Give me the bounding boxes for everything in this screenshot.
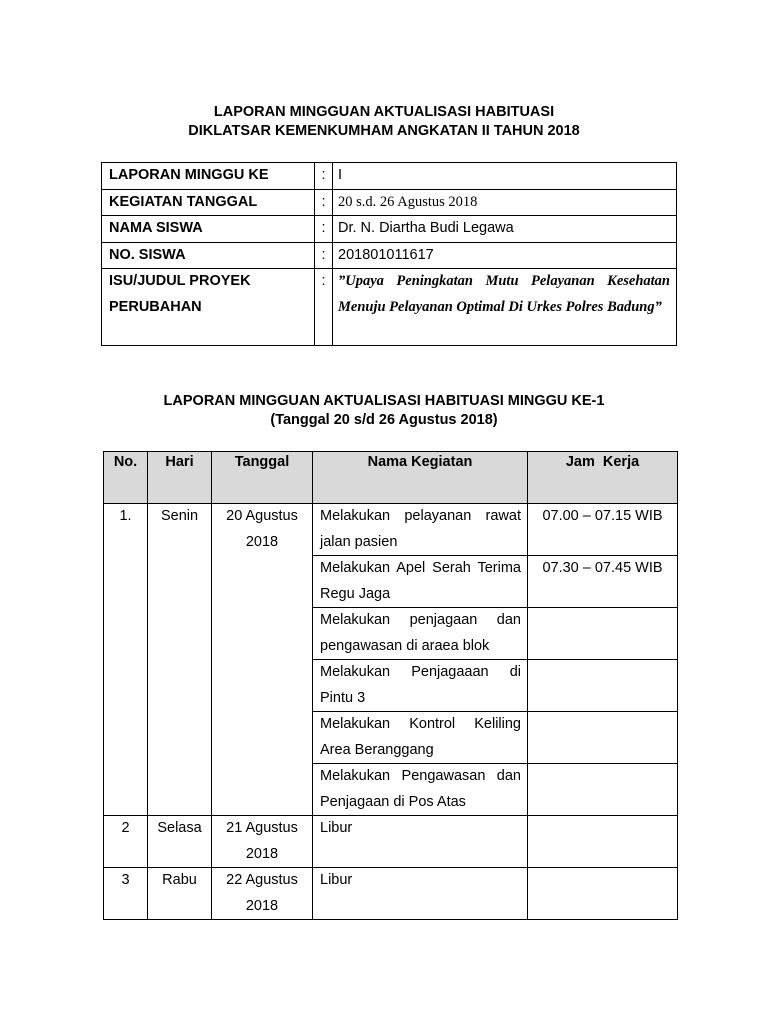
colon: : [315, 216, 333, 243]
header-no: No. [104, 452, 148, 504]
row-kegiatan: Melakukan pelayanan rawat jalan pasien [313, 504, 528, 556]
row-hari: Rabu [148, 868, 212, 920]
row-kegiatan: Melakukan penjagaan dan pengawasan di araea blok [313, 608, 528, 660]
colon: : [315, 242, 333, 269]
project-label-line1: ISU/JUDUL PROYEK [109, 273, 251, 289]
table-row [104, 868, 678, 920]
report-title-line2: DIKLATSAR KEMENKUMHAM ANGKATAN II TAHUN 2018 [188, 123, 580, 139]
row-kegiatan: Melakukan Apel Serah Terima Regu Jaga [313, 556, 528, 608]
project-label [102, 269, 315, 346]
row-jam [528, 868, 678, 920]
number-label: NO. SISWA [102, 242, 315, 269]
section-title-line2: (Tanggal 20 s/d 26 Agustus 2018) [270, 412, 498, 428]
header-row [104, 452, 678, 504]
row-jam: 07.30 – 07.45 WIB [528, 556, 678, 608]
week-value: I [333, 163, 677, 190]
row-jam [528, 712, 678, 764]
info-row-number [102, 242, 677, 269]
row-jam [528, 764, 678, 816]
row-kegiatan: Libur [313, 868, 528, 920]
info-table [101, 162, 677, 346]
header-nama-kegiatan: Nama Kegiatan [313, 452, 528, 504]
header-tanggal: Tanggal [212, 452, 313, 504]
date-label: KEGIATAN TANGGAL [102, 189, 315, 216]
row-tanggal: 22 Agustus 2018 [212, 868, 313, 920]
date-value: 20 s.d. 26 Agustus 2018 [333, 189, 677, 216]
info-row-project [102, 269, 677, 346]
header-hari: Hari [148, 452, 212, 504]
colon: : [315, 163, 333, 190]
activity-table [103, 451, 678, 920]
row-kegiatan: Libur [313, 816, 528, 868]
section-title-line1: LAPORAN MINGGUAN AKTUALISASI HABITUASI MINGGU KE-1 [163, 393, 605, 409]
week-label: LAPORAN MINGGU KE [102, 163, 315, 190]
info-row-week [102, 163, 677, 190]
row-kegiatan: Melakukan Pengawasan dan Penjagaan di Pos Atas [313, 764, 528, 816]
project-label-line2: PERUBAHAN [109, 298, 202, 315]
colon: : [315, 189, 333, 216]
row-jam [528, 660, 678, 712]
project-value: ”Upaya Peningkatan Mutu Pelayanan Kesehatan Menuju Pelayanan Optimal Di Urkes Polres Badung” [333, 269, 677, 346]
number-value: 201801011617 [333, 242, 677, 269]
row-jam [528, 608, 678, 660]
row-kegiatan: Melakukan Penjagaaan di Pintu 3 [313, 660, 528, 712]
name-label: NAMA SISWA [102, 216, 315, 243]
table-row [104, 816, 678, 868]
row-no: 3 [104, 868, 148, 920]
row-jam: 07.00 – 07.15 WIB [528, 504, 678, 556]
row-hari: Senin [148, 504, 212, 816]
row-no: 2 [104, 816, 148, 868]
row-tanggal: 21 Agustus 2018 [212, 816, 313, 868]
colon: : [315, 269, 333, 346]
row-hari: Selasa [148, 816, 212, 868]
row-jam [528, 816, 678, 868]
row-kegiatan: Melakukan Kontrol Keliling Area Beranggang [313, 712, 528, 764]
row-tanggal: 20 Agustus 2018 [212, 504, 313, 816]
row-no: 1. [104, 504, 148, 816]
header-jam-kerja: Jam Kerja [528, 452, 678, 504]
report-title-line1: LAPORAN MINGGUAN AKTUALISASI HABITUASI [213, 104, 555, 120]
info-row-date [102, 189, 677, 216]
info-row-name [102, 216, 677, 243]
name-value: Dr. N. Diartha Budi Legawa [333, 216, 677, 243]
table-row [104, 504, 678, 556]
